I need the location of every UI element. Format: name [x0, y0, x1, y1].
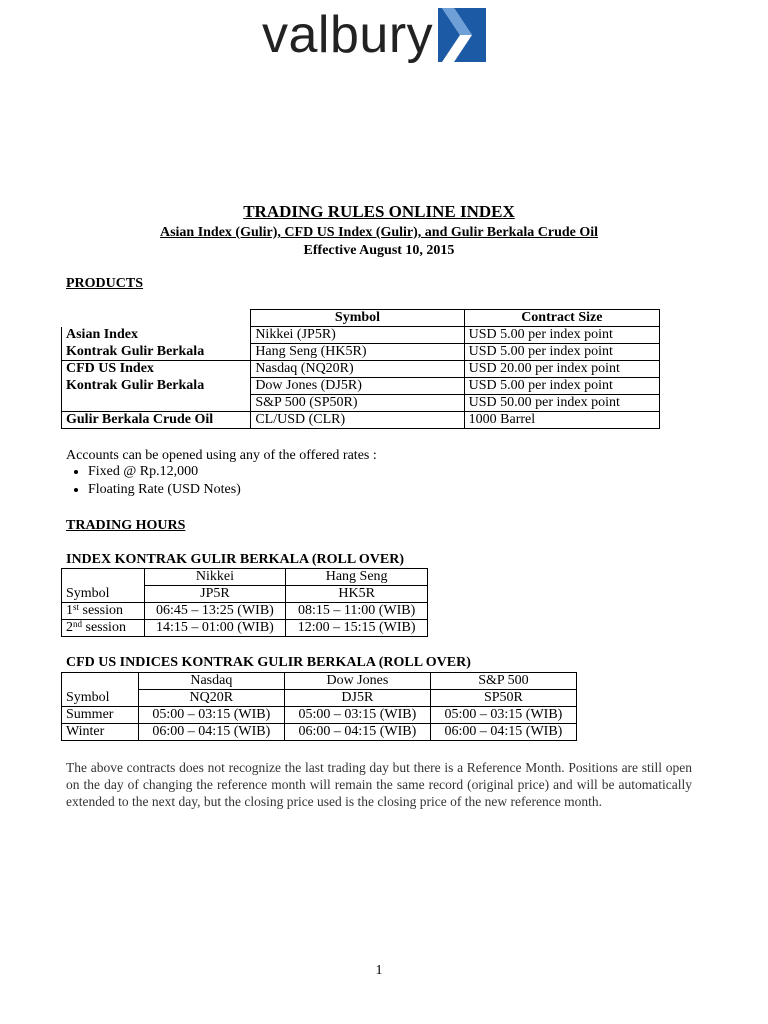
table-cell: Dow Jones (DJ5R) [251, 378, 464, 395]
list-item: • Floating Rate (USD Notes) [88, 481, 241, 499]
table-cell: S&P 500 (SP50R) [251, 395, 464, 412]
asian-hours-table [61, 568, 428, 637]
table-row [62, 378, 660, 395]
group-label: Kontrak Gulir Berkala [62, 344, 251, 361]
table-cell: NQ20R [138, 690, 284, 707]
table-cell [62, 569, 145, 586]
table-cell: DJ5R [284, 690, 430, 707]
table-row [62, 620, 428, 637]
table-cell: 06:00 – 04:15 (WIB) [430, 724, 576, 741]
document-title: TRADING RULES ONLINE INDEX [243, 202, 515, 221]
table-cell: SP50R [430, 690, 576, 707]
table-cell: 1000 Barrel [464, 412, 659, 429]
table-row [62, 603, 428, 620]
table-cell: 06:00 – 04:15 (WIB) [138, 724, 284, 741]
rates-list [66, 463, 241, 499]
table-cell: 05:00 – 03:15 (WIB) [284, 707, 430, 724]
table-cell: JP5R [144, 586, 286, 603]
list-item: • Fixed @ Rp.12,000 [88, 463, 241, 481]
table-row [62, 344, 660, 361]
table-cell: 05:00 – 03:15 (WIB) [430, 707, 576, 724]
table-cell: USD 5.00 per index point [464, 327, 659, 344]
table-cell: USD 5.00 per index point [464, 378, 659, 395]
table-header: Nikkei [144, 569, 286, 586]
group-label: Gulir Berkala Crude Oil [62, 412, 251, 429]
group-label: Kontrak Gulir Berkala [62, 378, 251, 395]
table-cell: Nikkei (JP5R) [251, 327, 464, 344]
row-label: 2nd session [62, 620, 145, 637]
table-row [62, 395, 660, 412]
valbury-arrow-logo-icon [438, 8, 486, 62]
table-cell: Hang Seng (HK5R) [251, 344, 464, 361]
table-row [62, 310, 660, 327]
table-cell [62, 395, 251, 412]
row-label: Winter [62, 724, 139, 741]
table-cell: 14:15 – 01:00 (WIB) [144, 620, 286, 637]
table-cell: USD 5.00 per index point [464, 344, 659, 361]
table-cell: USD 50.00 per index point [464, 395, 659, 412]
products-table [61, 309, 660, 429]
table-cell: USD 20.00 per index point [464, 361, 659, 378]
table-header: Hang Seng [286, 569, 428, 586]
page-number: 1 [375, 963, 383, 978]
row-label: Symbol [62, 690, 139, 707]
row-label: Summer [62, 707, 139, 724]
table-cell: HK5R [286, 586, 428, 603]
products-heading: PRODUCTS [66, 276, 144, 291]
table-cell: 05:00 – 03:15 (WIB) [138, 707, 284, 724]
table-row [62, 690, 577, 707]
table-cell [62, 673, 139, 690]
table-row [62, 586, 428, 603]
table-row [62, 361, 660, 378]
us-hours-table [61, 672, 577, 741]
table-row [62, 569, 428, 586]
table-cell [62, 310, 251, 327]
table-row [62, 707, 577, 724]
effective-date: Effective August 10, 2015 [303, 243, 455, 258]
table-cell: CL/USD (CLR) [251, 412, 464, 429]
table-cell: 06:45 – 13:25 (WIB) [144, 603, 286, 620]
us-hours-heading: CFD US INDICES KONTRAK GULIR BERKALA (ROLL OVER) [66, 655, 471, 670]
table-cell: Nasdaq (NQ20R) [251, 361, 464, 378]
group-label: Asian Index [62, 327, 251, 344]
document-subtitle: Asian Index (Gulir), CFD US Index (Gulir), and Gulir Berkala Crude Oil [159, 225, 599, 240]
table-header: S&P 500 [430, 673, 576, 690]
table-header: Symbol [251, 310, 464, 327]
group-label: CFD US Index [62, 361, 251, 378]
table-header: Nasdaq [138, 673, 284, 690]
row-label: 1st session [62, 603, 145, 620]
asian-hours-heading: INDEX KONTRAK GULIR BERKALA (ROLL OVER) [66, 552, 404, 567]
row-label: Symbol [62, 586, 145, 603]
table-row [62, 673, 577, 690]
table-row [62, 412, 660, 429]
rates-intro: Accounts can be opened using any of the offered rates : [66, 448, 377, 463]
table-row [62, 724, 577, 741]
table-cell: 12:00 – 15:15 (WIB) [286, 620, 428, 637]
table-cell: 06:00 – 04:15 (WIB) [284, 724, 430, 741]
reference-month-note: The above contracts does not recognize the last trading day but there is a Reference Month. Positions are still open on the day of changing the reference month will remain the same record (original price) and will be automatically extended to the next day, but the closing price used is the closing price of the new reference month. [66, 760, 692, 809]
table-cell: 08:15 – 11:00 (WIB) [286, 603, 428, 620]
trading-hours-heading: TRADING HOURS [66, 518, 186, 533]
table-header: Dow Jones [284, 673, 430, 690]
company-logo-text: valbury [262, 6, 434, 64]
table-row [62, 327, 660, 344]
table-header: Contract Size [464, 310, 659, 327]
